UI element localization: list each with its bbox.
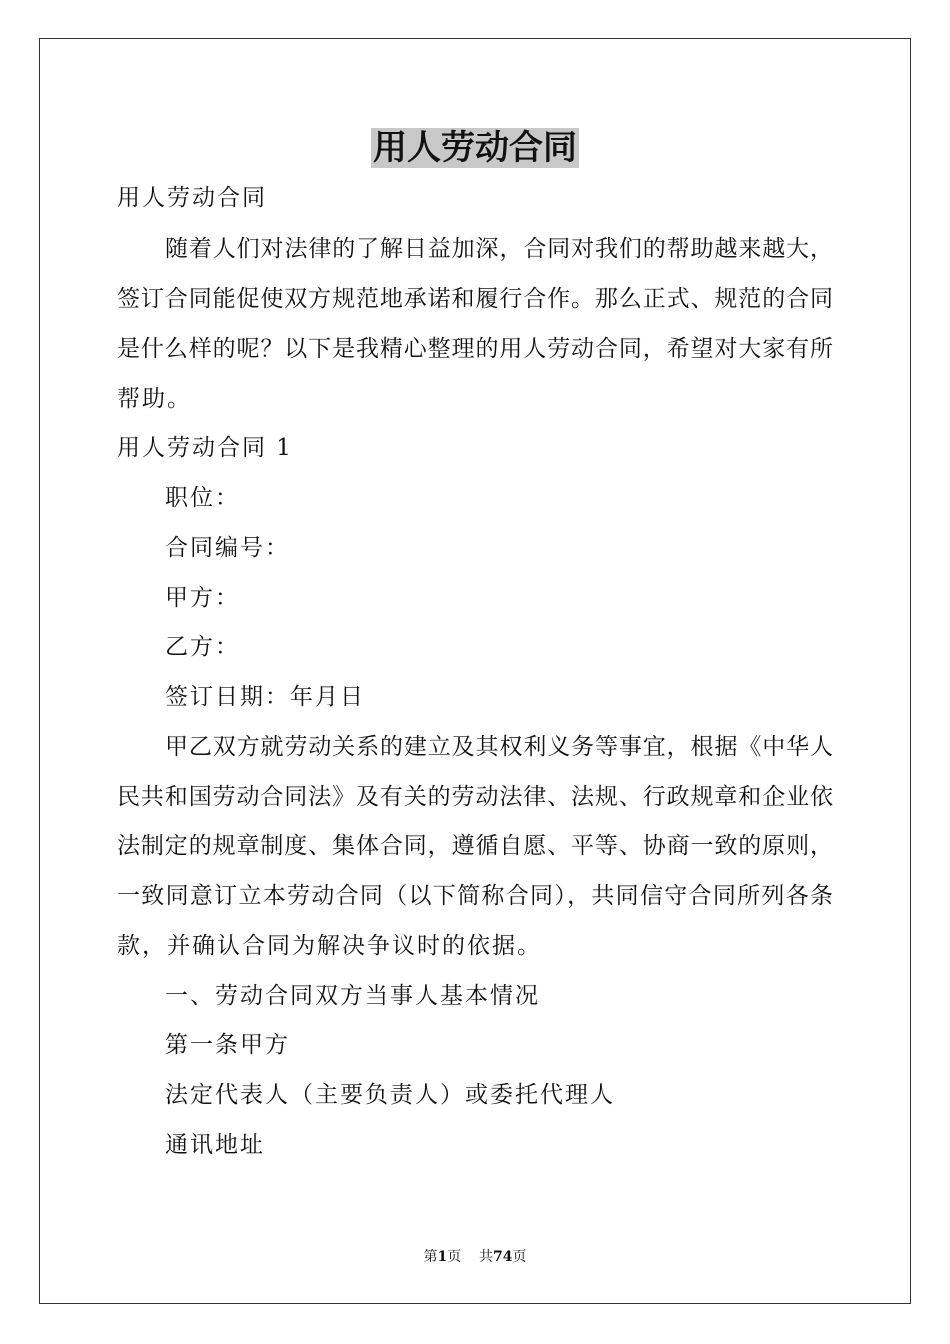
item-article-one: 第一条甲方 (165, 1032, 290, 1058)
body-line-1: 甲乙双方就劳动关系的建立及其权利义务等事宜，根据《中华人 (165, 734, 833, 760)
intro-line-1: 随着人们对法律的了解日益加深，合同对我们的帮助越来越大， (165, 236, 833, 262)
page-border (39, 38, 911, 1304)
item-legal-representative: 法定代表人（主要负责人）或委托代理人 (165, 1082, 615, 1108)
page-prefix: 第 (423, 1249, 438, 1265)
body-line-4: 一致同意订立本劳动合同（以下简称合同），共同信守合同所列各条 (117, 883, 833, 909)
item-section-one: 一、劳动合同双方当事人基本情况 (165, 983, 540, 1009)
body-line-2: 民共和国劳动合同法》及有关的劳动法律、法规、行政规章和企业依 (117, 784, 833, 810)
page-suffix: 页 (447, 1249, 462, 1265)
page-number: 1 (437, 1249, 448, 1265)
item-address: 通讯地址 (165, 1132, 265, 1158)
body-line-5: 款，并确认合同为解决争议时的依据。 (117, 933, 542, 959)
total-prefix: 共 (479, 1249, 494, 1265)
section-heading: 用人劳动合同 1 (117, 435, 293, 461)
field-position: 职位： (165, 485, 240, 511)
document-subtitle: 用人劳动合同 (117, 185, 267, 211)
total-pages: 74 (493, 1249, 513, 1265)
page-footer (0, 1248, 950, 1266)
field-party-b: 乙方： (165, 634, 240, 660)
document-title: 用人劳动合同 (373, 128, 577, 168)
intro-line-4: 帮助。 (117, 386, 192, 412)
body-line-3: 法制定的规章制度、集体合同，遵循自愿、平等、协商一致的原则， (117, 833, 833, 859)
intro-line-3: 是什么样的呢？以下是我精心整理的用人劳动合同，希望对大家有所 (117, 336, 833, 362)
field-contract-number: 合同编号： (165, 535, 290, 561)
field-sign-date: 签订日期：年月日 (165, 684, 365, 710)
field-party-a: 甲方： (165, 585, 240, 611)
total-suffix: 页 (512, 1249, 527, 1265)
intro-line-2: 签订合同能促使双方规范地承诺和履行合作。那么正式、规范的合同 (117, 286, 833, 312)
